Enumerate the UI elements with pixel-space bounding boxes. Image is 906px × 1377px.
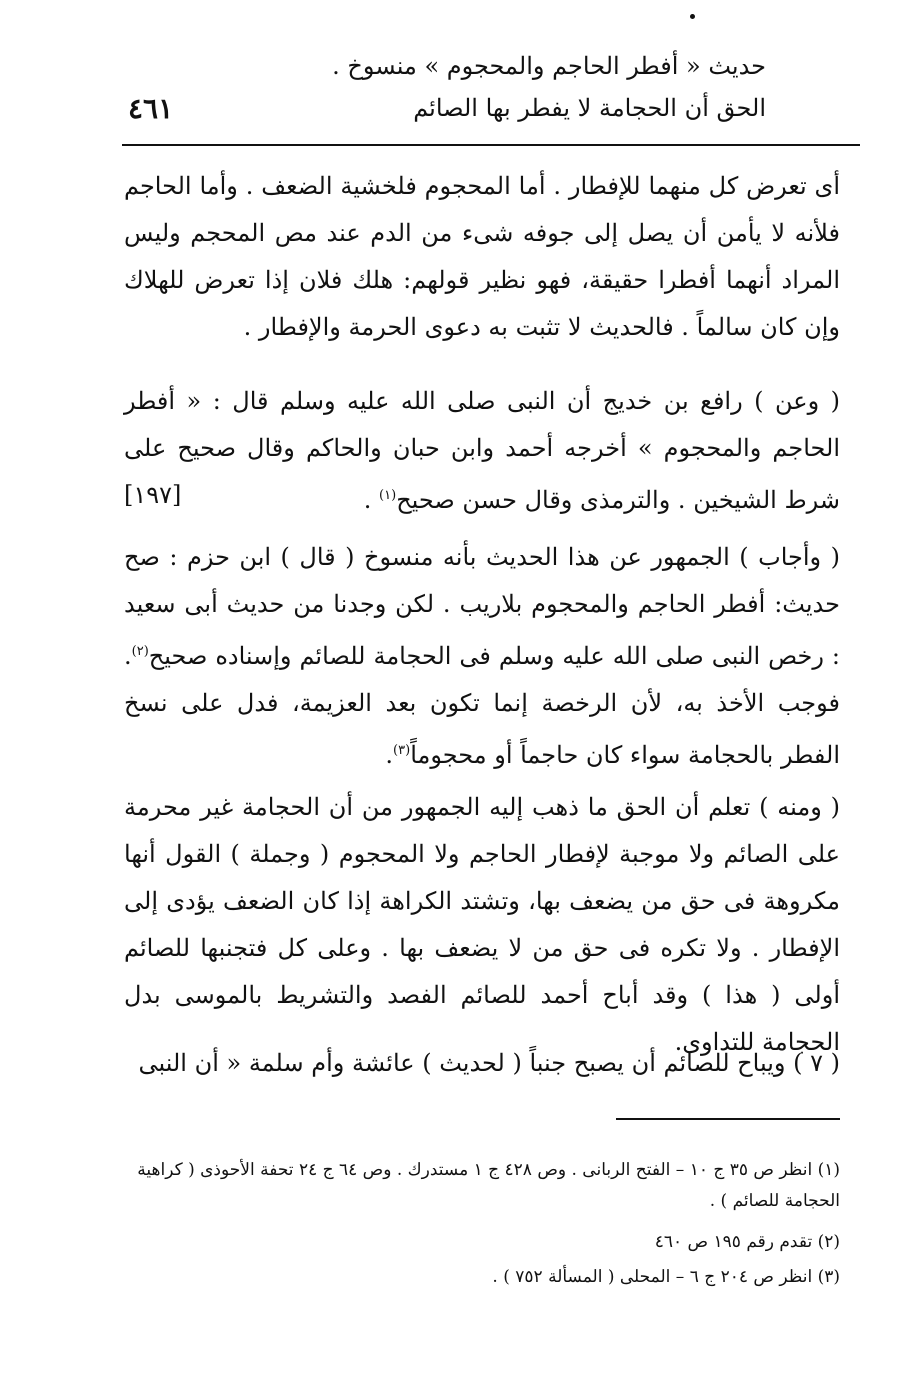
footnote-2: (٢) تقدم رقم ١٩٥ ص ٤٦٠ <box>654 1232 840 1252</box>
paragraph-text: ( ومنه ) تعلم أن الحق ما ذهب إليه الجمهور من أن الحجامة غير محرمة على الصائم ولا موجبة لإفطار الحاجم ولا المحجوم ( وجملة ) القول أنها مكروهة فى حق من يضعف بها، وتشتد الكراهة إذا كان الضعف يؤدى إلى الإفطار . ولا تكره فى حق من لا يضعف بها . وعلى كل فتجنبها للصائم أولى ( هذا ) وقد أباح أحمد للصائم الفصد والتشريط بالموسى بدل الحجامة للتداوى. <box>124 793 840 1056</box>
footnote-3: (٣) انظر ص ٢٠٤ ج ٦ – المحلى ( المسألة ٧٥٢ ) . <box>492 1267 840 1287</box>
paragraph-4 <box>124 784 840 1066</box>
header-dot <box>690 14 695 19</box>
footnote-1: (١) انظر ص ٣٥ ج ١٠ – الفتح الربانى . وص ٤٢٨ ج ١ مستدرك . وص ٦٤ ج ٢٤ تحفة الأحوذى ( كراهية الحجامة للصائم ) . <box>137 1160 840 1211</box>
paragraph-tail: . <box>385 741 394 769</box>
hadith-reference-number: [١٩٧] <box>124 481 182 509</box>
running-header-line1: حديث « أفطر الحاجم والمحجوم » منسوخ . <box>332 52 766 80</box>
footnote-mark: (٣) <box>393 743 411 758</box>
paragraph-5 <box>124 1040 840 1087</box>
paragraph-1 <box>124 163 840 351</box>
paragraph-tail: . فوجب الأخذ به، لأن الرخصة إنما تكون بعد العزيمة، فدل على نسخ الفطر بالحجامة سواء كان حاجماً أو محجوماً <box>124 642 840 769</box>
header-rule <box>122 144 860 146</box>
paragraph-text: أى تعرض كل منهما للإفطار . أما المحجوم فلخشية الضعف . وأما الحاجم فلأنه لا يأمن أن يصل إلى جوفه شىء من الدم عند مص المحجم وليس المراد أنهما أفطرا حقيقة، فهو نظير قولهم: هلك فلان إذا تعرض للهلاك وإن كان سالماً . فالحديث لا تثبت به دعوى الحرمة والإفطار . <box>124 172 840 341</box>
page-number: ٤٦١ <box>128 92 174 125</box>
footnote-mark: (٢) <box>131 644 149 659</box>
paragraph-3 <box>124 534 840 779</box>
paragraph-text: ( وأجاب ) الجمهور عن هذا الحديث بأنه منسوخ ( قال ) ابن حزم : صح حديث: أفطر الحاجم والمحجوم بلاريب . لكن وجدنا من حديث أبى سعيد : رخص النبى صلى الله عليه وسلم فى الحجامة للصائم وإسناده صحيح <box>124 543 840 670</box>
paragraph-2 <box>124 378 840 524</box>
running-header-line2: الحق أن الحجامة لا يفطر بها الصائم <box>413 94 766 122</box>
footnote-mark: (١) <box>379 488 397 503</box>
paragraph-tail: . <box>363 486 380 514</box>
paragraph-text: ( وعن ) رافع بن خديج أن النبى صلى الله عليه وسلم قال : « أفطر الحاجم والمحجوم » أخرجه أحمد وابن حبان والحاكم وقال صحيح على شرط الشيخين . والترمذى وقال حسن صحيح <box>124 387 840 514</box>
footnote-separator <box>616 1118 840 1120</box>
paragraph-text: ( ٧ ) ويباح للصائم أن يصبح جنباً ( لحديث ) عائشة وأم سلمة « أن النبى <box>138 1049 840 1077</box>
